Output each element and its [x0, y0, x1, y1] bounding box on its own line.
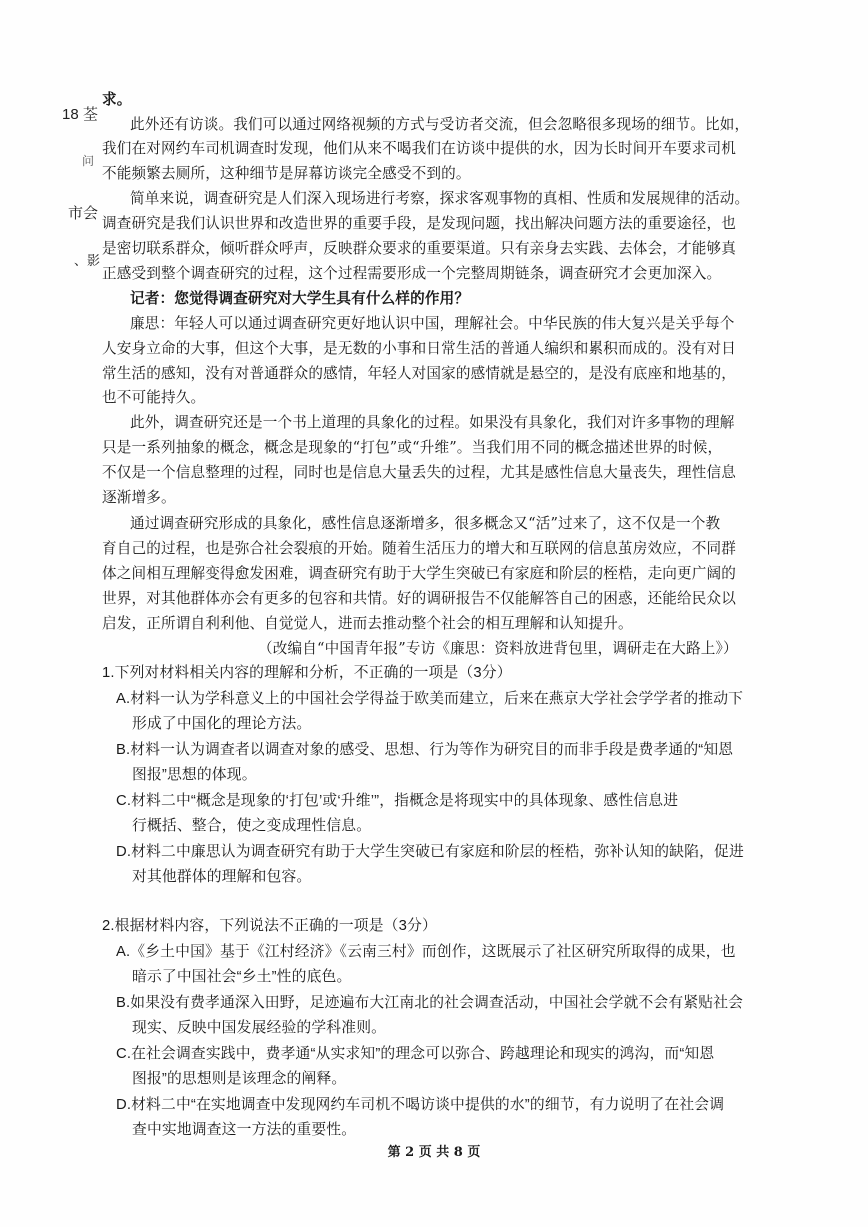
passage-line: 也不可能持久。 [102, 389, 206, 406]
option-a: A.《乡土中国》基于《江村经济》《云南三村》而创作，这既展示了社区研究所取得的成果，也 [116, 944, 736, 960]
passage-line: 记者：您觉得调查研究对大学生具有什么样的作用？ [130, 290, 470, 307]
passage-line: 通过调查研究形成的具象化，感性信息逐渐增多，很多概念又“活”过来了，这不仅是一个教 [130, 515, 721, 532]
passage-line: 育自己的过程，也是弥合社会裂痕的开始。随着生活压力的增大和互联网的信息茧房效应，不同群 [102, 540, 736, 557]
option-a-cont: 形成了中国化的理论方法。 [132, 716, 312, 732]
option-d: D.材料二中廉思认为调查研究有助于大学生突破已有家庭和阶层的桎梏，弥补认知的缺陷，促进 [116, 844, 744, 860]
margin-note: 、影 [74, 253, 101, 268]
passage-line: 人安身立命的大事，但这个大事，是无数的小事和日常生活的普通人编织和累积而成的。没有对日 [102, 340, 736, 357]
margin-note: 问 [82, 154, 95, 168]
option-c: C.材料二中“概念是现象的‘打包’或‘升维’”，指概念是将现实中的具体现象、感性信息进 [116, 793, 679, 809]
passage-line: 不能频繁去厕所，这种细节是屏幕访谈完全感受不到的。 [102, 165, 471, 182]
passage-line: 体之间相互理解变得愈发困难，调查研究有助于大学生突破已有家庭和阶层的桎梏，走向更广阔的 [102, 565, 736, 582]
passage-line: 常生活的感知，没有对普通群众的感情，年轻人对国家的感情就是悬空的，是没有底座和地基的， [102, 365, 736, 382]
option-c-cont: 图报”的思想则是该理念的阐释。 [132, 1071, 347, 1087]
option-b-cont: 现实、反映中国发展经验的学科准则。 [132, 1020, 387, 1036]
option-d-cont: 查中实地调查这一方法的重要性。 [132, 1122, 357, 1138]
passage-line: 只是一系列抽象的概念，概念是现象的“打包”或“升维”。当我们用不同的概念描述世界的时候， [102, 439, 723, 456]
passage-line: 调查研究是我们认识世界和改造世界的重要手段，是发现问题，找出解决问题方法的重要途径，也 [102, 215, 736, 232]
page-number: 第 2 页 共 8 页 [387, 1145, 481, 1160]
margin-note: 市会 [68, 205, 99, 222]
option-b: B.材料一认为调查者以调查对象的感受、思想、行为等作为研究目的而非手段是费孝通的“知恩 [116, 742, 734, 758]
passage-line: 求。 [102, 91, 132, 108]
passage-line: 廉思：年轻人可以通过调查研究更好地认识中国，理解社会。中华民族的伟大复兴是关乎每个 [130, 315, 735, 332]
option-a-cont: 暗示了中国社会“乡土”性的底色。 [132, 969, 352, 985]
passage-line: 正感受到整个调查研究的过程，这个过程需要形成一个完整周期链条，调查研究才会更加深入。 [102, 265, 722, 282]
option-c: C.在社会调查实践中，费孝通“从实求知”的理念可以弥合、跨越理论和现实的鸿沟，而“知恩 [116, 1046, 715, 1062]
passage-line: 启发，正所谓自利利他、自觉觉人，进而去推动整个社会的相互理解和认知提升。 [102, 615, 633, 632]
passage-line: 逐渐增多。 [102, 489, 176, 506]
option-d-cont: 对其他群体的理解和包容。 [132, 869, 312, 885]
question-stem: 1.下列对材料相关内容的理解和分析，不正确的一项是（3分） [102, 665, 512, 681]
passage-line: 简单来说，调查研究是人们深入现场进行考察，探求客观事物的真相、性质和发展规律的活动。 [130, 190, 750, 207]
passage-line: 我们在对网约车司机调查时发现，他们从来不喝我们在访谈中提供的水，因为长时间开车要求司机 [102, 140, 736, 157]
passage-line: 此外，调查研究还是一个书上道理的具象化的过程。如果没有具象化，我们对许多事物的理解 [130, 414, 735, 431]
passage-line: 此外还有访谈。我们可以通过网络视频的方式与受访者交流，但会忽略很多现场的细节。比如， [130, 116, 750, 133]
passage-line: 不仅是一个信息整理的过程，同时也是信息大量丢失的过程，尤其是感性信息大量丧失，理性信息 [102, 464, 736, 481]
passage-line: 是密切联系群众，倾听群众呼声，反映群众要求的重要渠道。只有亲身去实践、去体会，才能够真 [102, 240, 736, 257]
option-a: A.材料一认为学科意义上的中国社会学得益于欧美而建立，后来在燕京大学社会学学者的推动下 [116, 691, 744, 707]
passage-line: 世界，对其他群体亦会有更多的包容和共情。好的调研报告不仅能解答自己的困惑，还能给民众以 [102, 590, 736, 607]
source-citation: （改编自“中国青年报”专访《廉思：资料放进背包里，调研走在大路上》） [258, 640, 738, 657]
option-b-cont: 图报”思想的体现。 [132, 767, 257, 783]
option-b: B.如果没有费孝通深入田野，足迹遍布大江南北的社会调查活动，中国社会学就不会有紧贴社会 [116, 995, 744, 1011]
option-d: D.材料二中“在实地调查中发现网约车司机不喝访谈中提供的水”的细节，有力说明了在社会调 [116, 1097, 725, 1113]
question-stem: 2.根据材料内容，下列说法不正确的一项是（3分） [102, 918, 437, 934]
option-c-cont: 行概括、整合，使之变成理性信息。 [132, 818, 372, 834]
margin-note: 18 荃 [62, 106, 98, 123]
